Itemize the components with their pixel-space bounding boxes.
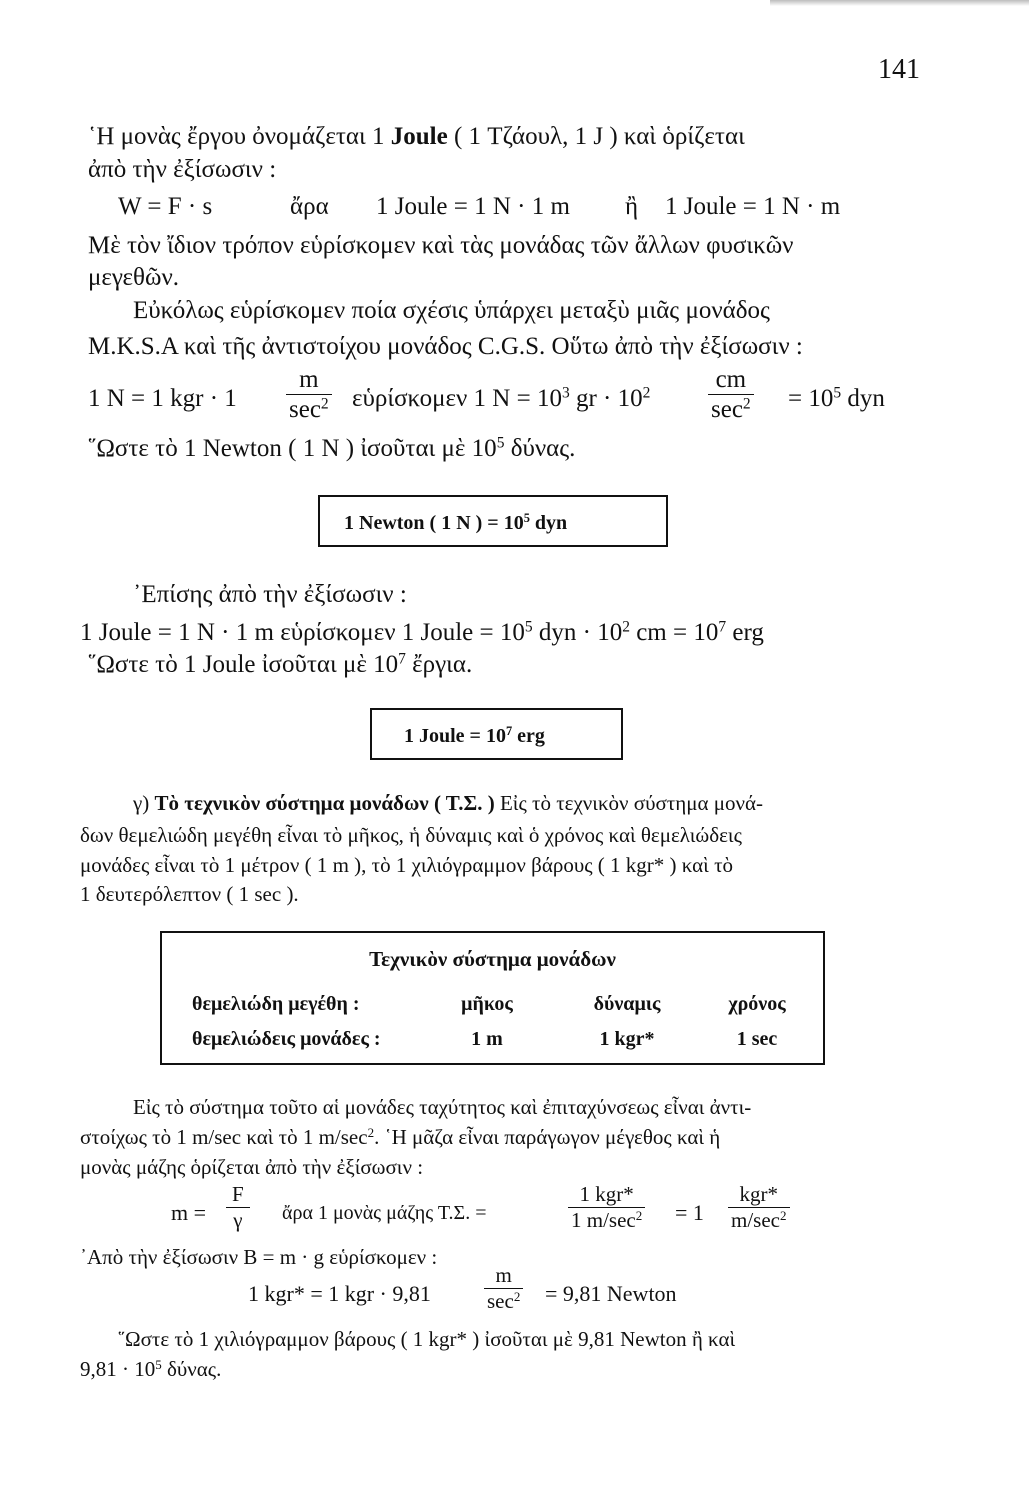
p7-line3: μονὰς μάζης ὁρίζεται ἀπὸ τὴν ἐξίσωσιν :: [80, 1155, 424, 1179]
p2-line1: Μὲ τὸν ἴδιον τρόπον εὑρίσκομεν καὶ τὰς μονάδας τῶν ἄλλων φυσικῶν: [88, 232, 794, 259]
table-row1-force: δύναμις: [593, 993, 661, 1015]
eq2-fraction-cm-sec2: [708, 367, 754, 422]
table-row1-label: θεμελιώδη μεγέθη :: [192, 993, 360, 1015]
eq4-f3-num: kgr*: [739, 1182, 778, 1206]
newton-dyn-box: [318, 495, 668, 547]
eq4-f3-den: $m/\sec^2$: [728, 1207, 790, 1231]
eq2-f1-num: m: [299, 366, 319, 393]
eq4-fraction-kgr-per-msec2: [728, 1184, 790, 1231]
eq2-fraction-m-sec2: [286, 367, 332, 422]
p4-line: ᾽Επίσης ἀπὸ τὴν ἐξίσωσιν :: [133, 581, 407, 608]
p8-line: ᾽Απὸ τὴν ἐξίσωσιν B = m · g εὑρίσκομεν :: [80, 1245, 438, 1269]
table-title: Τεχνικὸν σύστημα μονάδων: [369, 947, 616, 971]
p7-line2: στοίχως τὸ 1 m/sec καὶ τὸ 1 $m/\sec^2$. ῾Η μᾶζα εἶναι παράγωγον μέγεθος καὶ ἡ: [80, 1124, 721, 1149]
p6-line2: δων θεμελιώδη μεγέθη εἶναι τὸ μῆκος, ἡ δύναμις καὶ ὁ χρόνος καὶ θεμελιώδεις: [80, 823, 742, 847]
p6-line4: 1 δευτερόλεπτον ( 1 sec ).: [80, 882, 299, 906]
p2-line2: μεγεθῶν.: [88, 264, 180, 291]
eq2-f2-num: cm: [715, 366, 747, 393]
eq5-f-den: $\sec^2$: [484, 1288, 523, 1312]
page-number: 141: [878, 54, 920, 85]
eq2-mid: εὑρίσκομεν 1 $N = 10^3$ gr · $10^2$: [352, 384, 651, 412]
p5-line: ῞Ωστε τὸ 1 Joule ἰσοῦται μὲ $10^7$ ἔργια.: [88, 650, 473, 678]
eq5-f-num: m: [495, 1263, 512, 1287]
table-row1-length: μῆκος: [461, 993, 513, 1015]
eq4-f2-num: 1 kgr*: [579, 1182, 634, 1206]
eq5-lhs: 1 kgr* = 1 kgr · 9,81: [248, 1281, 431, 1306]
table-row2-time-unit: 1 sec: [736, 1028, 778, 1050]
table-row2-label: θεμελιώδεις μονάδες :: [192, 1028, 381, 1050]
eq4-lhs: m =: [171, 1200, 207, 1225]
eq2-lhs: 1 N = 1 kgr · 1: [88, 385, 237, 412]
eq5-fraction-m-sec2: [484, 1265, 523, 1312]
p1-line2: ἀπὸ τὴν ἐξίσωσιν :: [88, 156, 277, 183]
eq1-joule-nm: 1 Joule = 1 N · m: [665, 193, 841, 220]
eq1-ara: ἄρα: [290, 193, 329, 220]
technical-units-table: [160, 931, 825, 1065]
eq1-or: ἢ: [625, 193, 639, 220]
eq1-work: W = F · s: [118, 193, 213, 220]
eq4-mid: ἄρα 1 μονὰς μάζης Τ.Σ. =: [282, 1202, 487, 1224]
page-edge-shadow: [770, 0, 1029, 6]
table-row1-time: χρόνος: [728, 993, 786, 1015]
p3-line: ῞Ωστε τὸ 1 Newton ( 1 N ) ἰσοῦται μὲ $10^5$ δύνας.: [88, 434, 576, 462]
p6-line3: μονάδες εἶναι τὸ 1 μέτρον ( 1 m ), τὸ 1 χιλιόγραμμον βάρους ( 1 kgr* ) καὶ τὸ: [80, 853, 734, 877]
eq3-line: 1 Joule = 1 N · 1 m εὑρίσκομεν 1 Joule = $10^5$ dyn · $10^2$ cm = $10^7$ erg: [80, 618, 764, 646]
p9-line1: ῞Ωστε τὸ 1 χιλιόγραμμον βάρους ( 1 kgr* ) ἰσοῦται μὲ 9,81 Newton ἢ καὶ: [118, 1327, 736, 1351]
eq4-f1-den: γ: [226, 1207, 250, 1231]
p7-line1: Εἰς τὸ σύστημα τοῦτο αἱ μονάδες ταχύτητος καὶ ἐπιταχύνσεως εἶναι ἀντι-: [133, 1095, 752, 1119]
table-row2-length-unit: 1 m: [471, 1028, 503, 1050]
eq2-f2-den: $\sec^2$: [708, 394, 754, 422]
eq4-fraction-f-gamma: [226, 1184, 250, 1231]
table-row2-force-unit: 1 kgr*: [599, 1028, 655, 1050]
eq1-joule-def: 1 Joule = 1 N · 1 m: [376, 193, 570, 220]
p2-line4: M.K.S.A καὶ τῆς ἀντιστοίχου μονάδος C.G.S. Οὕτω ἀπὸ τὴν ἐξίσωσιν :: [88, 333, 803, 360]
p6-line1: γ) Τὸ τεχνικὸν σύστημα μονάδων ( Τ.Σ. ) Εἰς τὸ τεχνικὸν σύστημα μονά-: [133, 791, 763, 815]
newton-dyn-box-text: 1 Newton ( 1 N ) = $10^5$ dyn: [344, 511, 568, 534]
p9-line2: $9,81 \cdot 10^5$ δύνας.: [80, 1356, 222, 1381]
eq4-eq-one: = 1: [675, 1200, 704, 1225]
joule-erg-box: [370, 708, 623, 760]
eq4-fraction-kgr-msec2: [568, 1184, 645, 1231]
eq2-f1-den: $\sec^2$: [286, 394, 332, 422]
p2-line3: Εὐκόλως εὑρίσκομεν ποία σχέσις ὑπάρχει μεταξὺ μιᾶς μονάδος: [133, 297, 770, 324]
eq4-f2-den: 1 $m/\sec^2$: [568, 1207, 645, 1231]
eq5-rhs: = 9,81 Newton: [545, 1281, 677, 1306]
eq4-f1-num: F: [232, 1182, 244, 1206]
p1-line1: ῾Η μονὰς ἔργου ὀνομάζεται 1 Joule ( 1 Τζάουλ, 1 J ) καὶ ὁρίζεται: [88, 123, 745, 150]
joule-erg-box-text: 1 Joule = $10^7$ erg: [404, 724, 545, 747]
eq2-rhs: = $10^5$ dyn: [788, 384, 885, 412]
